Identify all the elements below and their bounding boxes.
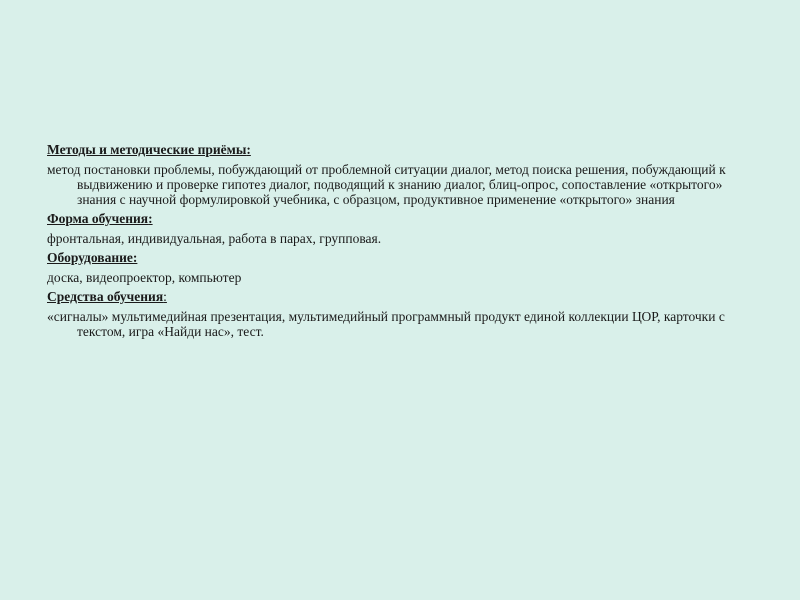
heading-text: Методы и методические приёмы [47,142,247,157]
heading-text: Средства обучения [47,289,164,304]
section-tools [47,289,747,339]
section-methods [47,142,747,207]
heading-colon: : [163,289,167,304]
slide-content [47,142,747,343]
section-body: фронтальная, индивидуальная, работа в парах, групповая. [47,231,382,246]
section-body: «сигналы» мультимедийная презентация, мультимедийный программный продукт единой коллекции ЦОР, карточки с текстом, игра «Найди нас», тест. [47,309,725,339]
section-heading [47,211,747,226]
section-form [47,211,747,246]
section-heading [47,250,747,265]
section-heading [47,289,747,304]
heading-text: Форма обучения [47,211,149,226]
heading-colon: : [148,211,153,226]
heading-text: Оборудование: [47,250,138,265]
heading-colon: : [246,142,251,157]
section-body: доска, видеопроектор, компьютер [47,270,242,285]
section-body: метод постановки проблемы, побуждающий от проблемной ситуации диалог, метод поиска решения, побуждающий к выдвижению и проверке гипотез диалог, подводящий к знанию диалог, блиц-опрос, сопоставление «открытого» знания с научной формулировкой учебника, с образцом, продуктивное применение «открытого» знания [47,162,726,207]
section-heading [47,142,747,157]
section-equipment [47,250,747,285]
